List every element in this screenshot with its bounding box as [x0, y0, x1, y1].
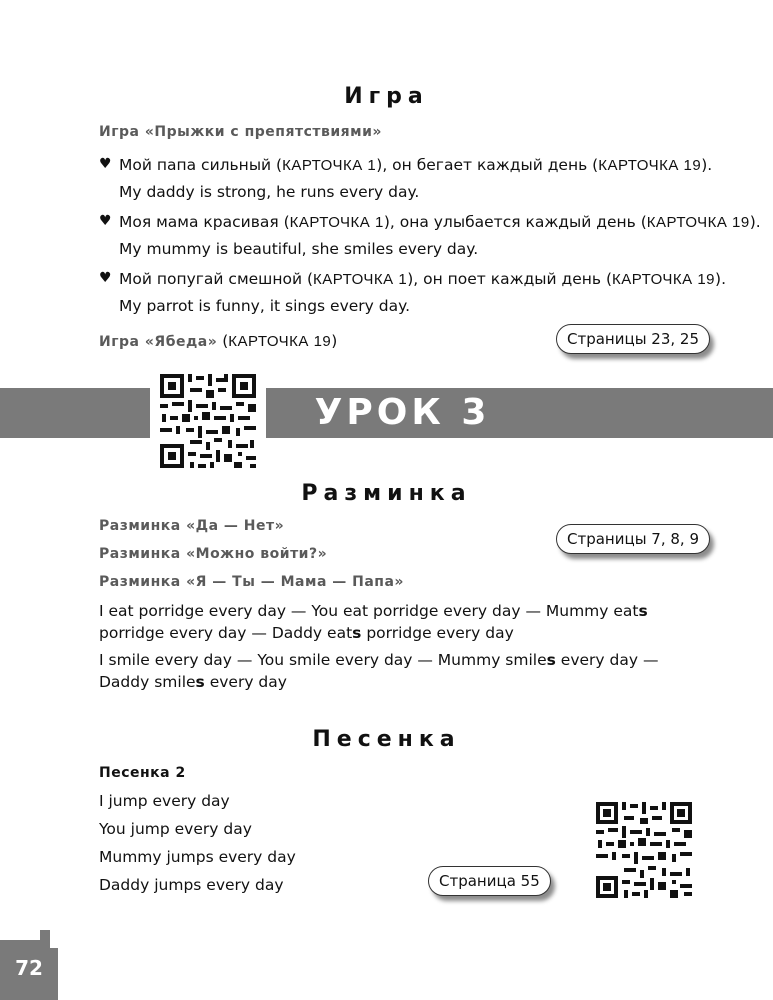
warmup-item: Разминка «Да — Нет» [99, 518, 285, 534]
game-item-en: My parrot is funny, it sings every day. [119, 297, 410, 315]
game-item-en: My daddy is strong, he runs every day. [119, 183, 420, 201]
qr-code-lesson [150, 366, 266, 476]
game-item [99, 268, 727, 325]
warmup-item: Разминка «Можно войти?» [99, 546, 328, 562]
game-item-list [99, 154, 761, 325]
page-tab-notch [40, 930, 50, 940]
card-ref: КАРТОЧКА 1 [282, 157, 377, 174]
page-number: 72 [15, 956, 43, 980]
card-ref: КАРТОЧКА 1 [289, 214, 384, 231]
warmup-chant-1: I eat porridge every day — You eat porridge every day — Mummy eats porridge every day — Daddy eats porridge every day [99, 602, 648, 642]
game-jumps-title: Игра «Прыжки с препятствиями» [99, 124, 382, 140]
warmup-item: Разминка «Я — Ты — Мама — Папа» [99, 574, 404, 590]
song-line: I jump every day [99, 792, 230, 810]
card-ref: КАРТОЧКА 19 [228, 333, 332, 350]
pages-badge: Страница 55 [428, 866, 551, 896]
card-ref: КАРТОЧКА 1 [313, 271, 408, 288]
card-ref: КАРТОЧКА 19 [612, 271, 716, 288]
heart-icon: ♥ [99, 213, 112, 229]
card-ref: КАРТОЧКА 19 [646, 214, 750, 231]
game-item [99, 211, 761, 268]
song-title: Песенка 2 [99, 765, 186, 781]
qr-code-icon [594, 800, 694, 900]
game-tattletale: Игра «Ябеда» (КАРТОЧКА 19) [99, 332, 338, 350]
lesson-title: УРОК 3 [314, 392, 491, 433]
pages-badge: Страницы 7, 8, 9 [556, 524, 710, 554]
heart-icon: ♥ [99, 270, 112, 286]
qr-code-song [594, 800, 694, 900]
warmup-chant-2: I smile every day — You smile every day — Mummy smiles every day — Daddy smiles every day [99, 651, 659, 691]
game-item-ru: Мой попугай смешной (КАРТОЧКА 1), он поет каждый день (КАРТОЧКА 19). [119, 270, 727, 288]
game-item [99, 154, 719, 211]
game-heading: Игра [344, 84, 429, 109]
song-heading: Песенка [312, 727, 461, 752]
pages-badge: Страницы 23, 25 [556, 324, 710, 354]
warmup-heading: Разминка [301, 481, 472, 506]
page-tab-notch [50, 940, 58, 948]
game-item-en: My mummy is beautiful, she smiles every day. [119, 240, 479, 258]
qr-code-icon [150, 366, 266, 476]
game-tattletale-title: Игра «Ябеда» [99, 334, 218, 350]
song-line: You jump every day [99, 820, 252, 838]
game-item-ru: Мой папа сильный (КАРТОЧКА 1), он бегает каждый день (КАРТОЧКА 19). [119, 156, 713, 174]
song-line: Daddy jumps every day [99, 876, 284, 894]
game-item-ru: Моя мама красивая (КАРТОЧКА 1), она улыбается каждый день (КАРТОЧКА 19). [119, 213, 761, 231]
song-line: Mummy jumps every day [99, 848, 296, 866]
heart-icon: ♥ [99, 156, 112, 172]
card-ref: КАРТОЧКА 19 [598, 157, 702, 174]
